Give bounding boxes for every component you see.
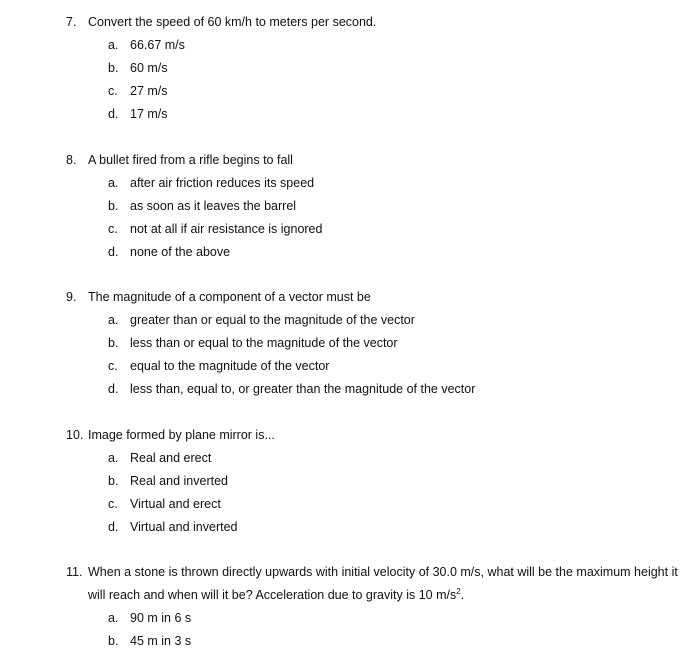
option-c [66, 355, 680, 378]
option-letter: a. [108, 38, 119, 52]
option-c [66, 493, 680, 516]
option-text: Virtual and erect [130, 497, 221, 511]
question-number: 11. [66, 565, 83, 579]
option-d [66, 516, 680, 539]
question-8 [66, 149, 680, 264]
option-c [66, 218, 680, 241]
question-stem [66, 149, 680, 172]
question-11 [66, 561, 680, 653]
option-letter: d. [108, 382, 119, 396]
option-letter: c. [108, 84, 118, 98]
option-letter: d. [108, 245, 119, 259]
option-text: as soon as it leaves the barrel [130, 199, 297, 213]
option-letter: c. [108, 359, 118, 373]
question-stem [66, 286, 680, 309]
options-list [66, 447, 680, 539]
options-list [66, 309, 680, 401]
option-d [66, 241, 680, 264]
option-text: none of the above [130, 245, 231, 259]
options-list [66, 34, 680, 126]
option-letter: a. [108, 176, 119, 190]
question-stem [66, 11, 680, 34]
option-letter: b. [108, 336, 119, 350]
question-text: Convert the speed of 60 km/h to meters per second. [88, 15, 377, 29]
option-b [66, 332, 680, 355]
option-text: 60 m/s [130, 61, 168, 75]
option-text: greater than or equal to the magnitude of the vector [130, 313, 415, 327]
option-letter: c. [108, 222, 118, 236]
option-letter: d. [108, 520, 119, 534]
question-text: A bullet fired from a rifle begins to fall [88, 153, 293, 167]
option-letter: b. [108, 61, 119, 75]
option-letter: b. [108, 199, 119, 213]
option-letter: b. [108, 634, 119, 648]
option-b [66, 195, 680, 218]
option-a [66, 607, 680, 630]
option-letter: c. [108, 497, 118, 511]
question-text-end: . [460, 588, 465, 602]
option-letter: b. [108, 474, 119, 488]
options-list [66, 607, 680, 653]
option-text: 17 m/s [130, 107, 168, 121]
option-b [66, 57, 680, 80]
option-text: 90 m in 6 s [130, 611, 192, 625]
option-text: 45 m in 3 s [130, 634, 192, 648]
option-a [66, 34, 680, 57]
option-a [66, 309, 680, 332]
question-number: 10. [66, 428, 84, 442]
option-a [66, 447, 680, 470]
question-stem [66, 561, 680, 607]
question-text: The magnitude of a component of a vector must be [88, 290, 371, 304]
option-letter: a. [108, 313, 119, 327]
option-letter: a. [108, 451, 119, 465]
option-text: less than, equal to, or greater than the magnitude of the vector [130, 382, 476, 396]
option-text: 27 m/s [130, 84, 168, 98]
option-b [66, 470, 680, 493]
question-text-wrapper [88, 561, 680, 607]
question-number: 8. [66, 153, 77, 167]
superscript-exponent: 2 [456, 586, 461, 596]
question-stem [66, 424, 680, 447]
option-c [66, 80, 680, 103]
option-text: less than or equal to the magnitude of the vector [130, 336, 398, 350]
option-d [66, 103, 680, 126]
option-text: 66.67 m/s [130, 38, 185, 52]
option-text: Virtual and inverted [130, 520, 238, 534]
option-d [66, 378, 680, 401]
question-number: 9. [66, 290, 77, 304]
question-number: 7. [66, 15, 77, 29]
option-text: Real and erect [130, 451, 212, 465]
option-b [66, 630, 680, 653]
option-text: Real and inverted [130, 474, 228, 488]
option-text: equal to the magnitude of the vector [130, 359, 330, 373]
option-text: not at all if air resistance is ignored [130, 222, 323, 236]
option-letter: a. [108, 611, 119, 625]
option-a [66, 172, 680, 195]
options-list [66, 172, 680, 264]
question-9 [66, 286, 680, 401]
question-7 [66, 11, 680, 126]
option-letter: d. [108, 107, 119, 121]
question-text: When a stone is thrown directly upwards with initial velocity of 30.0 m/s, what will be the maximum height it will reach and when will it be? Acceleration due to gravity is 10 m/s [88, 565, 678, 602]
question-text: Image formed by plane mirror is... [88, 428, 275, 442]
question-10 [66, 424, 680, 539]
option-text: after air friction reduces its speed [130, 176, 315, 190]
